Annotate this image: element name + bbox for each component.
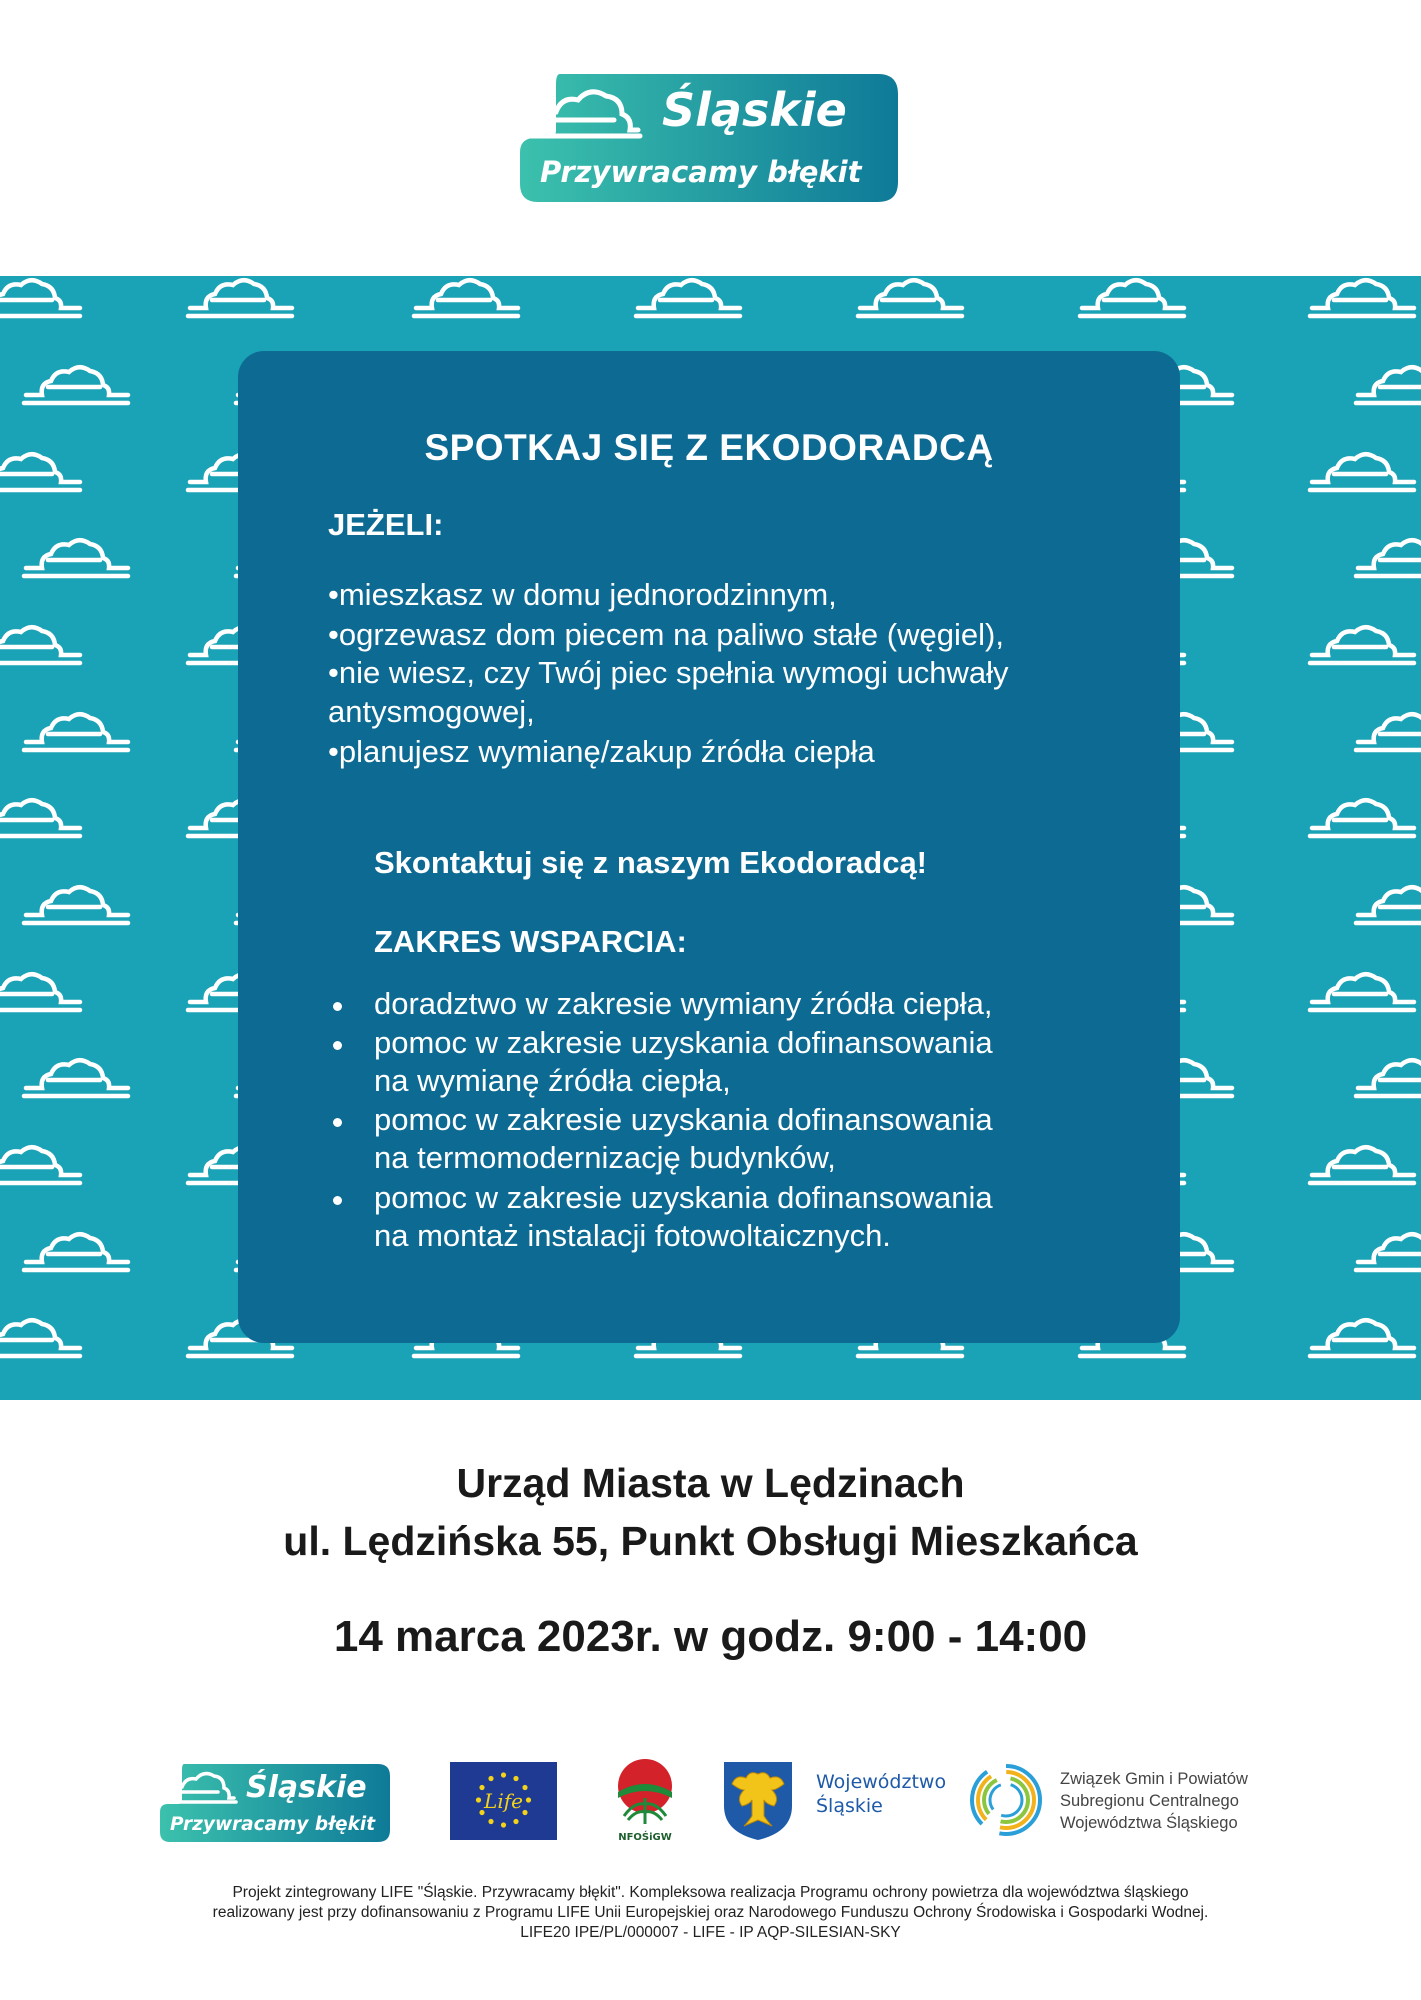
- footer-note: [150, 1883, 1271, 1943]
- scope-item: pomoc w zakresie uzyskania dofinansowania: [374, 1025, 993, 1060]
- nfosigw-text: NFOŚiGW: [618, 1832, 672, 1843]
- small-logo-tagline: Przywracamy błękit: [170, 1814, 376, 1835]
- contact-callout: Skontaktuj się z naszym Ekodoradcą!: [374, 845, 928, 880]
- nfosigw-logo: [614, 1758, 676, 1849]
- scope-item: pomoc w zakresie uzyskania dofinansowania: [374, 1180, 993, 1215]
- logo-tagline-text: Przywracamy błękit: [540, 155, 862, 189]
- wojewodztwo-slaskie-logo: [722, 1760, 962, 1845]
- zwiazek-text-line: Związek Gmin i Powiatów: [1060, 1770, 1248, 1788]
- small-logo-brand: Śląskie: [246, 1770, 367, 1805]
- bullet: [333, 1118, 342, 1127]
- slaskie-text: Śląskie: [816, 1795, 883, 1817]
- condition-item: •ogrzewasz dom piecem na paliwo stałe (węgiel),: [328, 617, 1004, 652]
- info-card: [238, 351, 1180, 1343]
- scope-heading: ZAKRES WSPARCIA:: [374, 924, 687, 959]
- event-date: 14 marca 2023r. w godz. 9:00 - 14:00: [333, 1612, 1088, 1661]
- zwiazek-text-line: Województwa Śląskiego: [1060, 1814, 1238, 1832]
- logo-brand-text: Śląskie: [662, 83, 847, 137]
- scope-item: pomoc w zakresie uzyskania dofinansowania: [374, 1102, 993, 1137]
- footer-line: Projekt zintegrowany LIFE "Śląskie. Przywracamy błękit". Kompleksowa realizacja Programu ochrony powietrza dla województwa śląskiego: [232, 1884, 1189, 1901]
- bullet: [333, 1196, 342, 1205]
- venue-address: ul. Lędzińska 55, Punkt Obsługi Mieszkańca: [283, 1518, 1138, 1564]
- wojewodztwo-text: Województwo: [816, 1771, 947, 1793]
- zwiazek-text-line: Subregionu Centralnego: [1060, 1792, 1239, 1810]
- bullet: [333, 1041, 342, 1050]
- scope-item: na montaż instalacji fotowoltaicznych.: [374, 1218, 891, 1253]
- footer-line: realizowany jest przy dofinansowaniu z Programu LIFE Unii Europejskiej oraz Narodowego Funduszu Ochrony Środowiska i Gospodarki Wodnej.: [212, 1904, 1209, 1921]
- slaskie-small-logo: [160, 1762, 390, 1847]
- condition-item: •mieszkasz w domu jednorodzinnym,: [328, 577, 837, 612]
- conditions-heading: JEŻELI:: [328, 507, 444, 542]
- eu-life-logo: [450, 1762, 557, 1845]
- bullet: [333, 1002, 342, 1011]
- condition-item: •nie wiesz, czy Twój piec spełnia wymogi uchwały: [328, 655, 1009, 690]
- scope-item: na termomodernizację budynków,: [374, 1140, 836, 1175]
- card-title: SPOTKAJ SIĘ Z EKODORADCĄ: [424, 427, 994, 468]
- life-text: Life: [484, 1789, 523, 1813]
- slaskie-logo: [520, 74, 898, 202]
- condition-item: antysmogowej,: [328, 694, 535, 729]
- condition-item: •planujesz wymianę/zakup źródła ciepła: [328, 734, 875, 769]
- scope-item: na wymianę źródła ciepła,: [374, 1063, 731, 1098]
- footer-line: LIFE20 IPE/PL/000007 - LIFE - IP AQP-SILESIAN-SKY: [520, 1924, 901, 1941]
- venue-name: Urząd Miasta w Lędzinach: [456, 1460, 965, 1506]
- zwiazek-gmin-logo: [966, 1758, 1266, 1847]
- scope-item: doradztwo w zakresie wymiany źródła ciepła,: [374, 986, 993, 1021]
